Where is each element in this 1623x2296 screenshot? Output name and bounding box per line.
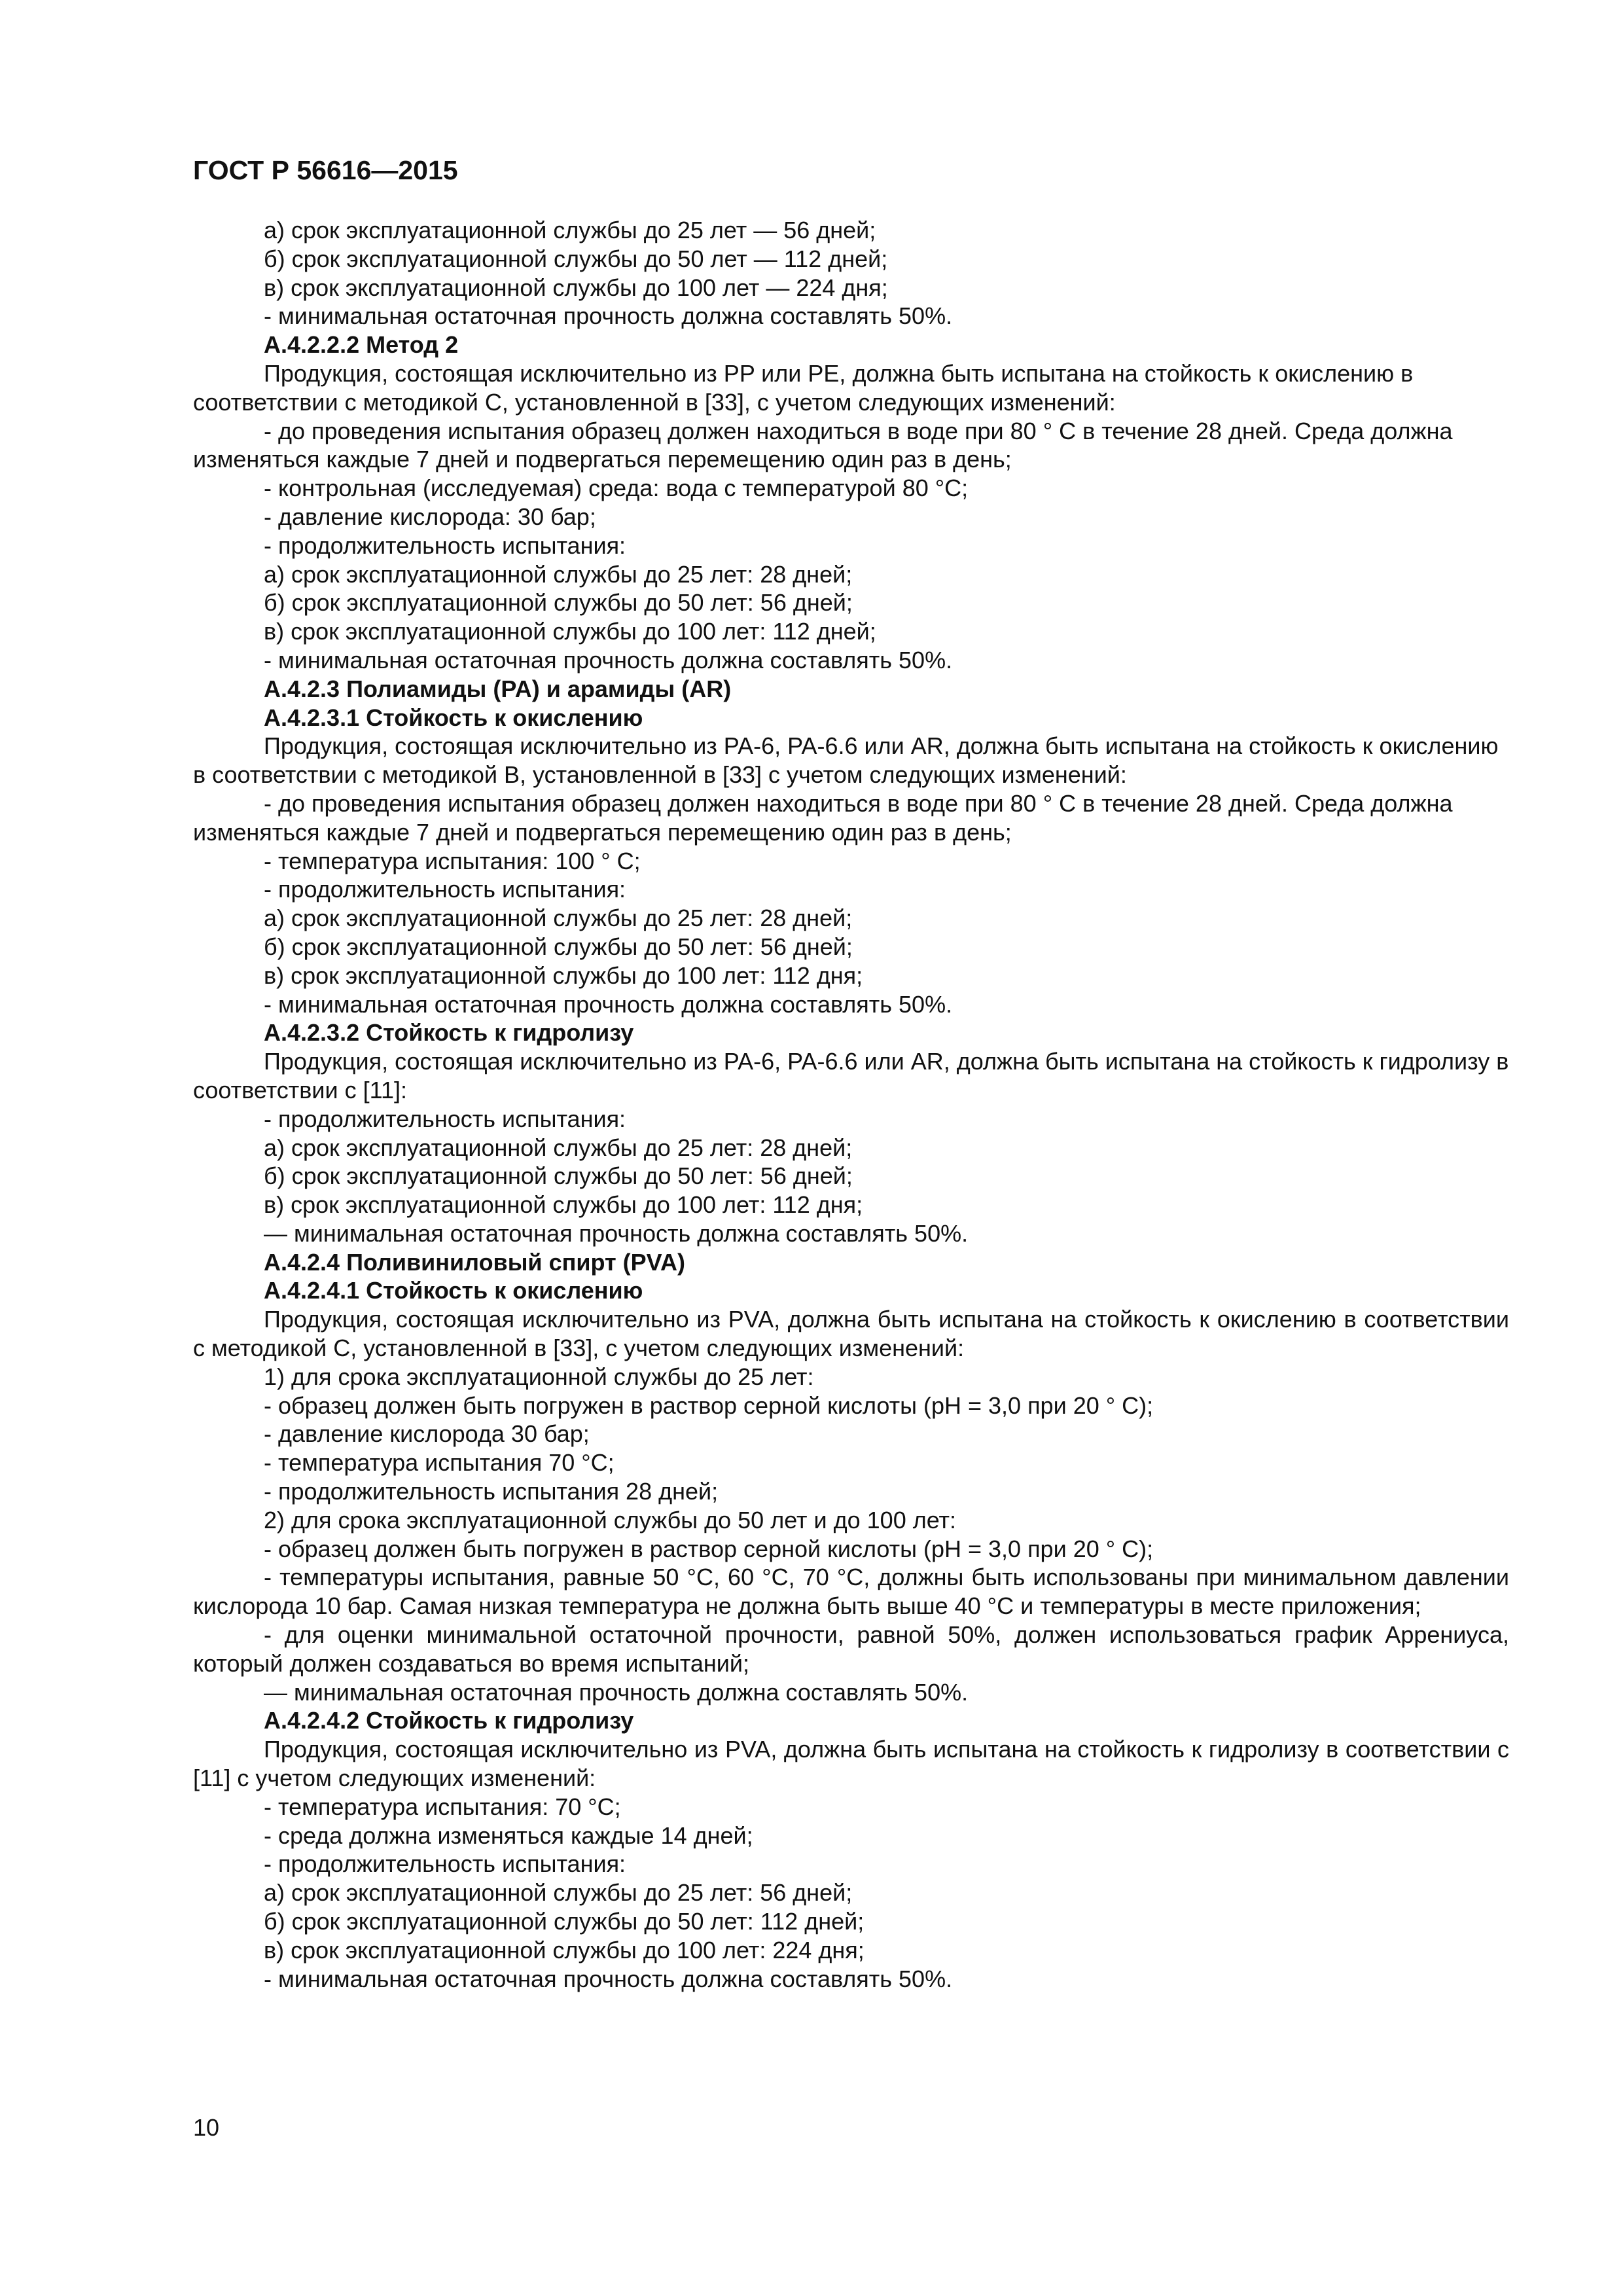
list-item: а) срок эксплуатационной службы до 25 лет: 28 дней; — [264, 1134, 853, 1161]
list-item: - давление кислорода: 30 бар; — [264, 503, 596, 530]
paragraph: - до проведения испытания образец должен находиться в воде при 80 ° C в течение 28 дней. Среда должна изменяться каждые 7 дней и подвергаться перемещению один раз в день; — [193, 789, 1453, 846]
list-item: - среда должна изменяться каждые 14 дней; — [264, 1821, 753, 1849]
list-item: - температура испытания: 70 °C; — [264, 1793, 621, 1820]
list-item: - контрольная (исследуемая) среда: вода с температурой 80 °C; — [264, 475, 969, 502]
list-item: - продолжительность испытания: — [264, 1105, 626, 1132]
paragraph: Продукция, состоящая исключительно из PVA, должна быть испытана на стойкость к окислению в соответствии с методикой C, установленной в [33], с учетом следующих изменений: — [193, 1306, 1509, 1362]
list-item: - продолжительность испытания: — [264, 876, 626, 903]
document-header — [193, 152, 458, 188]
paragraph: Продукция, состоящая исключительно из PP или PE, должна быть испытана на стойкость к окислению в соответствии с методикой C, установленной в [33], с учетом следующих изменений: — [193, 359, 1414, 416]
section-heading: А.4.2.3 Полиамиды (PA) и арамиды (AR) — [264, 675, 732, 702]
list-item: - давление кислорода 30 бар; — [264, 1420, 590, 1448]
list-item: б) срок эксплуатационной службы до 50 лет: 112 дней; — [264, 1908, 865, 1935]
list-item: - образец должен быть погружен в раствор серной кислоты (pH = 3,0 при 20 ° C); — [264, 1391, 1154, 1419]
list-item: б) срок эксплуатационной службы до 50 лет: 56 дней; — [264, 1162, 853, 1190]
list-item: 2) для срока эксплуатационной службы до 50 лет и до 100 лет: — [264, 1506, 957, 1534]
list-item: - образец должен быть погружен в раствор серной кислоты (pH = 3,0 при 20 ° C); — [264, 1535, 1154, 1562]
list-item: в) срок эксплуатационной службы до 100 лет: 112 дня; — [264, 1191, 863, 1219]
list-item: - продолжительность испытания: — [264, 1850, 626, 1878]
list-item: - температура испытания 70 °C; — [264, 1449, 615, 1477]
list-item: — минимальная остаточная прочность должна составлять 50%. — [264, 1678, 969, 1706]
list-item: а) срок эксплуатационной службы до 25 лет: 28 дней; — [264, 560, 853, 588]
paragraph: - температуры испытания, равные 50 °C, 60 °C, 70 °C, должны быть использованы при минимальном давлении кислорода 10 бар. Самая низкая температура не должна быть выше 40 °C и температуры в месте приложения; — [193, 1564, 1509, 1620]
list-item: - минимальная остаточная прочность должна составлять 50%. — [264, 1965, 953, 1992]
list-item: б) срок эксплуатационной службы до 50 лет: 56 дней; — [264, 933, 853, 960]
section-heading: А.4.2.3.2 Стойкость к гидролизу — [264, 1019, 634, 1047]
list-item: - минимальная остаточная прочность должна составлять 50%. — [264, 302, 953, 330]
list-item: - продолжительность испытания: — [264, 531, 626, 559]
list-item: - минимальная остаточная прочность должна составлять 50%. — [264, 990, 953, 1018]
paragraph: Продукция, состоящая исключительно из PA-6, PA-6.6 или AR, должна быть испытана на стойкость к окислению в соответствии с методикой B, установленной в [33] с учетом следующих изменений: — [193, 732, 1499, 789]
section-heading: А.4.2.4.1 Стойкость к окислению — [264, 1277, 643, 1304]
paragraph: - для оценки минимальной остаточной прочности, равной 50%, должен использоваться график Аррениуса, который должен создаваться во время испытаний; — [193, 1621, 1509, 1677]
page-number: 10 — [193, 2114, 220, 2141]
paragraph: Продукция, состоящая исключительно из PVA, должна быть испытана на стойкость к гидролизу в соответствии с [11] с учетом следующих изменений: — [193, 1736, 1509, 1792]
list-item: в) срок эксплуатационной службы до 100 лет: 112 дней; — [264, 618, 876, 645]
document-body — [193, 216, 1509, 1993]
section-heading: А.4.2.4.2 Стойкость к гидролизу — [264, 1707, 634, 1734]
page-footer — [193, 2111, 219, 2144]
list-item: б) срок эксплуатационной службы до 50 лет: 56 дней; — [264, 589, 853, 617]
list-item: а) срок эксплуатационной службы до 25 лет: 28 дней; — [264, 905, 853, 932]
list-item: 1) для срока эксплуатационной службы до 25 лет: — [264, 1363, 814, 1390]
list-item: - температура испытания: 100 ° C; — [264, 847, 641, 874]
paragraph: - до проведения испытания образец должен находиться в воде при 80 ° C в течение 28 дней. Среда должна изменяться каждые 7 дней и подвергаться перемещению один раз в день; — [193, 417, 1453, 473]
list-item: а) срок эксплуатационной службы до 25 лет: 56 дней; — [264, 1879, 853, 1907]
paragraph: Продукция, состоящая исключительно из PA-6, PA-6.6 или AR, должна быть испытана на стойкость к гидролизу в соответствии с [11]: — [193, 1048, 1509, 1103]
list-item: в) срок эксплуатационной службы до 100 лет — 224 дня; — [264, 274, 888, 301]
list-item: б) срок эксплуатационной службы до 50 лет — 112 дней; — [264, 245, 888, 272]
list-item: - минимальная остаточная прочность должна составлять 50%. — [264, 646, 953, 673]
section-heading: А.4.2.4 Поливиниловый спирт (PVA) — [264, 1248, 685, 1276]
section-heading: А.4.2.2.2 Метод 2 — [264, 331, 459, 359]
list-item: — минимальная остаточная прочность должна составлять 50%. — [264, 1219, 969, 1247]
list-item: в) срок эксплуатационной службы до 100 лет: 112 дня; — [264, 961, 863, 989]
list-item: в) срок эксплуатационной службы до 100 лет: 224 дня; — [264, 1936, 865, 1964]
list-item: а) срок эксплуатационной службы до 25 лет — 56 дней; — [264, 217, 876, 243]
section-heading: А.4.2.3.1 Стойкость к окислению — [264, 704, 643, 731]
list-item: - продолжительность испытания 28 дней; — [264, 1478, 719, 1505]
document-code: ГОСТ Р 56616—2015 — [193, 155, 458, 185]
